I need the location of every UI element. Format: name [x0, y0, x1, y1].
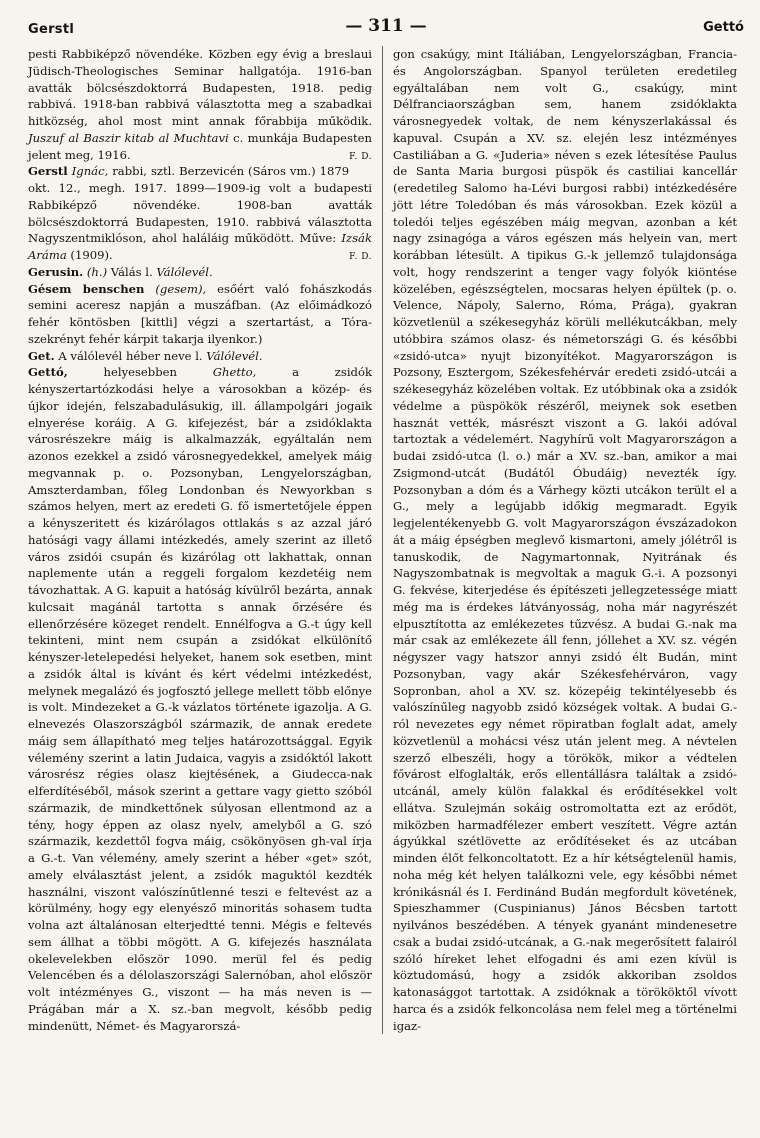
running-header [28, 14, 744, 46]
abbreviation: (h.) [86, 264, 108, 279]
entry-text: a zsidók kényszertartózkodási helye a városokban a közép- és újkor idején, felszabadulásukig, ill. állampolgári jogaik elnyerése koráig. A G. kifejezést, bár a zsidóklakta városrészekre máig is alkalmazzák, egyáltalán nem azonos ezekkel a zsidó városnegyedekkel, amelyek máig megvannak p. o. Pozsonyban, Lengyelországban, Amszterdamban, főleg Londonban és Newyorkban s számos helyen, mert az eredeti G. fő ismertetőjele éppen a kényszeritett és kizárólagos ottlakás s az azzal járó hatósági vagy állami intézkedés, amely szerint az illető város zsidói csupán és kizárólag ott lakhattak, onnan naplemente után a reggeli forgalom kezdetéig nem távozhattak. A G. kapuit a hatóság kívülről bezárta, annak kulcsait magánál tartotta s annak őrzésére és ellenőrzésére közeget rendelt. Ennélfogva a G.-t úgy kell tekinteni, mint nem csupán a zsidókat elkülönítő kényszer-letelepedési helyeket, hanem sok esetben, mint a zsidók által is kívánt és kért védelmi intézkedést, melynek megalázó és jogfosztó jellege mellett több előnye is volt. Mindezeket a G.-k vázlatos története igazolja. A G. elnevezés Olaszországból származik, de annak eredete máig sem állapítható meg teljes határozottsággal. Egyik vélemény szerint a latin Judaica, vagyis a zsidóktól lakott városrész régies olasz kiejtésének, a Giudecca-nak elferdítéséből, mások szerint a gettare vagy gietto szóból származik, de mindkettőnek súlyosan ellentmond az a tény, hogy éppen az olasz nyelv, amelyből a G. szó származik, kezdettől fogva máig, csökönyösen gh-val írja a G.-t. Van vélemény, amely szerint a héber «get» szót, amely elválasztást jelent, a zsidók maguktól kezdték használni, viszont valószínűtlenné teszi e feltevést az a körülmény, hogy egy elenyésző minoritás sohasem tudta volna azt általánosan elterjedtté tenni. Mégis e feltevés sem állhat a többi mögött. A G. kifejezés használata okelevelekben először 1090. merül fel és pedig Velencében és a délolaszországi Salernóban, ahol először volt intézményes G., viszont — ha más neven is — Prágában már a X. sz.-ban megvolt, később pedig mindenütt, Német- és Magyarorszá- [28, 365, 372, 1033]
entry-gerstl-ignac [28, 163, 372, 264]
headword: Gésem benschen [28, 281, 145, 296]
entry-gerusin [28, 264, 372, 281]
variant-form: Ghetto, [212, 365, 257, 380]
entry-get [28, 348, 372, 365]
author-signature: F. D. [349, 151, 372, 162]
page-number: — 311 — [345, 16, 427, 36]
variant-form: (gesem), [155, 281, 207, 296]
entry-text: Válás l. [107, 264, 157, 279]
two-column-body [28, 46, 744, 1034]
entry-gerstl-continued [28, 46, 372, 163]
entry-text: pesti Rabbiképző növendéke. Közben egy évig a breslaui Jüdisch-Theologisches Seminar hallgatója. 1916-ban avatták bölcsészdoktorrá Budapesten, 1918. pedig rabbivá. 1918-ban rabbivá választotta meg a szabadkai hitközség, ahol most mint annak főrabbija működik. [28, 47, 372, 128]
headword: Gerusin. [28, 264, 84, 279]
author-signature: F. D. [349, 252, 372, 262]
cross-reference: Válólevél. [156, 264, 213, 279]
headword: Get. [28, 348, 55, 363]
left-column [28, 46, 382, 1034]
entry-text: rabbi, sztl. Berzevicén (Sáros vm.) 1879 okt. 12., megh. 1917. 1899—1909-ig volt a budapesti Rabbiképző növendéke. 1908-ban avatták bölcsészdoktorrá Budapesten, 1910. rabbivá választotta Nagyszentmiklóson, ahol haláláig működött. Műve: [28, 164, 372, 246]
work-title: Juszuf al Baszir kitab al Muchtavi [28, 130, 229, 145]
entry-text: c. munkája Budapesten jelent meg, 1916. [28, 130, 372, 162]
right-column [382, 46, 737, 1034]
entry-text: helyesebben [67, 365, 213, 380]
entry-gesem-benschen [28, 281, 372, 348]
headword: Gettó, [28, 365, 68, 380]
entry-text: (1909). [66, 248, 113, 262]
work-title: Izsák Aráma [28, 231, 372, 262]
entry-getto-continued: gon csakúgy, mint Itáliában, Lengyelországban, Francia- és Angolországban. Spanyol területen eredetileg egyáltalában nem volt G., csakúgy, mint Délfranciaországban sem, hanem zsidóklakta városnegyedek voltak, de nem kényszerlakással és kapuval. Csupán a XV. sz. elején lesz intézményes Castiliában a G. «Juderia» néven s ezek létesítése Paulus de Santa Maria burgosi püspök és castiliai kancellár (eredetileg Salomo ha-Lévi burgosi rabbi) intézkedésére jött létre Toledóban és más városokban. Ezek közül a toledói teljes egészében máig megvan, azonban a két nagy zsinagóga a város egészen más helyein van, mert korábban létesült. A tipikus G.-k jellemző tulajdonsága volt, hogy rendszerint a tenger vagy folyók kiöntése közelében, egészségtelen, mocsaras helyen épültek (p. o. Velence, Nápoly, Salerno, Róma, Prága), gyakran közvetlenül a székesegyház körüli mellékutcákban, mely utóbbira számos olasz- és németországi G. és későbbi «zsidó-utca» nyujt bizonyítékot. Magyarországon is Pozsony, Esztergom, Székesfehérvár eredeti zsidó-utcái a székesegyház közelében voltak. Ez utóbbinak oka a zsidók védelme a püspökök részéről, meiynek sok esetben hasznát vették, másrészt viszont a G. lakói adóval tartoztak a védelemért. Nagyhírű volt Magyarországon a budai zsidó-utca (l. o.) már a XV. sz.-ban, amikor a mai Zsigmond-utcát (Budától Óbudáig) nevezték így. Pozsonyban a dóm és a Várhegy közti utcákon terült el a G., mely a legújabb időkig megmaradt. Egyik legjelentékenyebb G. volt Magyarországon évszázadokon át a máig épségben meglevő kismartoni, amely jólétről is tanuskodik, de Nagymartonnak, Nyitrának és Nagyszombatnak is megvoltak a maguk G.-i. A pozsonyi G. fekvése, kiterjedése és építészeti jellegzetessége miatt még ma is érdekes látványosság, noha már nagyrészét elpusztította az emlékezetes tűzvész. A budai G.-nak ma már csak az emlékezete áll fenn, jóllehet a XV. sz. végén négyszer vagy hatszor annyi zsidó élt Budán, mint Pozsonyban, vagy akár Székesfehérváron, vagy Sopronban, ahol a XV. sz. közepéig tekintélyesebb és valószínűleg nagyobb zsidó községek voltak. A budai G.-ról nevezetes egy német röpiratban foglalt adat, amely közvetlenül a mohácsi vész után jelent meg. A névtelen szerző elbeszéli, hogy a törökök, mikor a védtelen fővárost elfoglalták, erős ellentállásra találtak a zsidó-utcánál, amely külön falakkal és erődítésekkel volt ellátva. Szulejmán sokáig ostromoltatta ezt az erődöt, miközben harmadfélezer embert veszített. Végre aztán ágyúkkal szétlövette az erődítéseket és az utcában minden élőt felkoncoltatott. Ez a hír kétségtelenül hamis, noha még két helyen találkozni vele, egy későbbi német krónikásnál és I. Ferdinánd Budán megfordult követének, Spieszhammer (Cuspinianus) János Bécsben tartott nyilvános beszédében. A tények gyanánt mindenesetre csak a budai zsidó-utcának, a G.-nak megerősített falairól szóló híreket lehet elfogadni és ami ezen kívül is köztudomású, hogy a zsidók akkoriban zsoldos katonasággot tartottak. A zsidóknak a törököktől vívott harca és a zsidók felkoncolása nem felel meg a történelmi igaz- [393, 47, 737, 1033]
entry-getto [28, 364, 372, 1034]
header-right-word: Gettó [703, 20, 744, 35]
cross-reference: Válólevél. [206, 348, 263, 363]
given-name: Ignác, [71, 164, 109, 179]
header-left-word: Gerstl [28, 22, 75, 37]
headword: Gerstl [28, 164, 68, 179]
entry-text: esőért való fohászkodás semini aceresz napján a muszáfban. (Az előimádkozó fehér köntösben [kittli] végzi a szertartást, a Tóra-szekrényt fehér kárpit takarja ilyenkor.) [28, 281, 373, 346]
entry-text: A válólevél héber neve l. [54, 348, 207, 363]
